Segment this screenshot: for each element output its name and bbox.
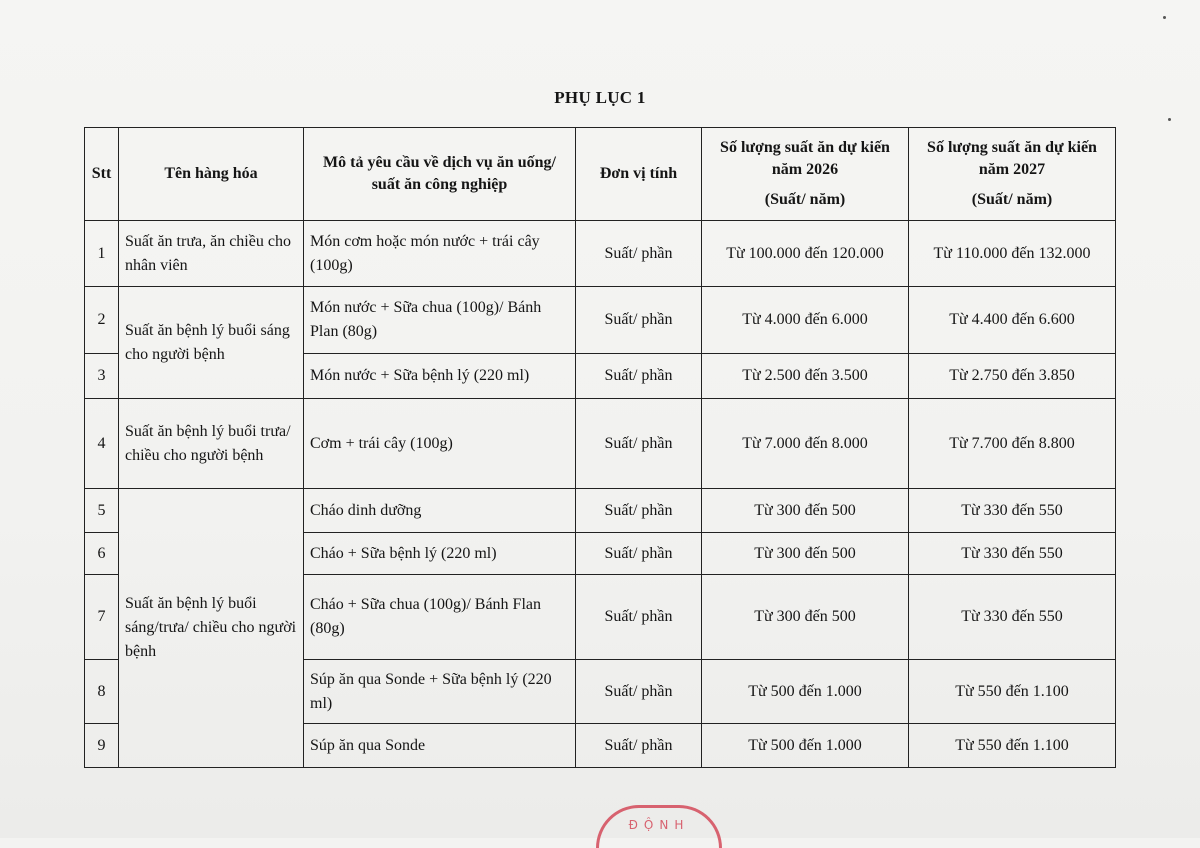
row-quantity-2027: Từ 330 đến 550 [909, 489, 1116, 533]
row-unit: Suất/ phần [576, 660, 702, 724]
row-quantity-2027: Từ 330 đến 550 [909, 533, 1116, 575]
row-stt: 4 [85, 399, 119, 489]
row-description: Cơm + trái cây (100g) [304, 399, 576, 489]
row-description: Súp ăn qua Sonde [304, 724, 576, 768]
row-stt: 5 [85, 489, 119, 533]
header-quantity-2026-label: Số lượng suất ăn dự kiến năm 2026 [720, 139, 890, 178]
scan-speck [1163, 16, 1166, 19]
row-description: Món nước + Sữa chua (100g)/ Bánh Plan (80g) [304, 287, 576, 354]
table-row [85, 221, 1116, 287]
row-unit: Suất/ phần [576, 221, 702, 287]
header-description: Mô tả yêu cầu về dịch vụ ăn uống/ suất ăn công nghiệp [304, 128, 576, 221]
header-stt: Stt [85, 128, 119, 221]
table-row [85, 399, 1116, 489]
row-stt: 9 [85, 724, 119, 768]
row-unit: Suất/ phần [576, 724, 702, 768]
row-quantity-2027: Từ 110.000 đến 132.000 [909, 221, 1116, 287]
row-unit: Suất/ phần [576, 354, 702, 399]
row-description: Cháo dinh dưỡng [304, 489, 576, 533]
row-unit: Suất/ phần [576, 489, 702, 533]
row-unit: Suất/ phần [576, 287, 702, 354]
header-quantity-2026 [702, 128, 909, 221]
row-quantity-2027: Từ 7.700 đến 8.800 [909, 399, 1116, 489]
row-product-name: Suất ăn bệnh lý buổi sáng/trưa/ chiều cho người bệnh [119, 489, 304, 768]
row-stt: 3 [85, 354, 119, 399]
table-row [85, 489, 1116, 533]
table-header-row [85, 128, 1116, 221]
row-unit: Suất/ phần [576, 575, 702, 660]
header-quantity-2027-label: Số lượng suất ăn dự kiến năm 2027 [927, 139, 1097, 178]
row-stt: 8 [85, 660, 119, 724]
row-quantity-2026: Từ 300 đến 500 [702, 575, 909, 660]
row-quantity-2026: Từ 7.000 đến 8.000 [702, 399, 909, 489]
scan-speck [1168, 118, 1171, 121]
appendix-title: PHỤ LỤC 1 [554, 88, 646, 107]
row-stt: 7 [85, 575, 119, 660]
row-quantity-2027: Từ 550 đến 1.100 [909, 660, 1116, 724]
row-quantity-2026: Từ 100.000 đến 120.000 [702, 221, 909, 287]
row-quantity-2027: Từ 4.400 đến 6.600 [909, 287, 1116, 354]
appendix-table [84, 127, 1116, 768]
row-unit: Suất/ phần [576, 399, 702, 489]
row-product-name: Suất ăn bệnh lý buổi trưa/ chiều cho người bệnh [119, 399, 304, 489]
stamp-text: ĐỘNH [628, 818, 690, 832]
header-product-name: Tên hàng hóa [119, 128, 304, 221]
row-quantity-2027: Từ 330 đến 550 [909, 575, 1116, 660]
row-stt: 6 [85, 533, 119, 575]
row-quantity-2026: Từ 500 đến 1.000 [702, 724, 909, 768]
header-quantity-2027-unit: (Suất/ năm) [971, 191, 1053, 208]
red-seal-stamp [596, 805, 722, 848]
row-product-name: Suất ăn trưa, ăn chiều cho nhân viên [119, 221, 304, 287]
row-stt: 2 [85, 287, 119, 354]
row-unit: Suất/ phần [576, 533, 702, 575]
row-quantity-2026: Từ 500 đến 1.000 [702, 660, 909, 724]
row-product-name: Suất ăn bệnh lý buổi sáng cho người bệnh [119, 287, 304, 399]
header-unit: Đơn vị tính [576, 128, 702, 221]
row-description: Súp ăn qua Sonde + Sữa bệnh lý (220 ml) [304, 660, 576, 724]
row-description: Món nước + Sữa bệnh lý (220 ml) [304, 354, 576, 399]
header-quantity-2027 [909, 128, 1116, 221]
row-quantity-2026: Từ 300 đến 500 [702, 533, 909, 575]
row-stt: 1 [85, 221, 119, 287]
row-description: Món cơm hoặc món nước + trái cây (100g) [304, 221, 576, 287]
row-description: Cháo + Sữa bệnh lý (220 ml) [304, 533, 576, 575]
header-quantity-2026-unit: (Suất/ năm) [764, 191, 846, 208]
row-quantity-2026: Từ 4.000 đến 6.000 [702, 287, 909, 354]
row-description: Cháo + Sữa chua (100g)/ Bánh Flan (80g) [304, 575, 576, 660]
row-quantity-2026: Từ 2.500 đến 3.500 [702, 354, 909, 399]
row-quantity-2027: Từ 550 đến 1.100 [909, 724, 1116, 768]
table-row [85, 287, 1116, 354]
row-quantity-2026: Từ 300 đến 500 [702, 489, 909, 533]
row-quantity-2027: Từ 2.750 đến 3.850 [909, 354, 1116, 399]
